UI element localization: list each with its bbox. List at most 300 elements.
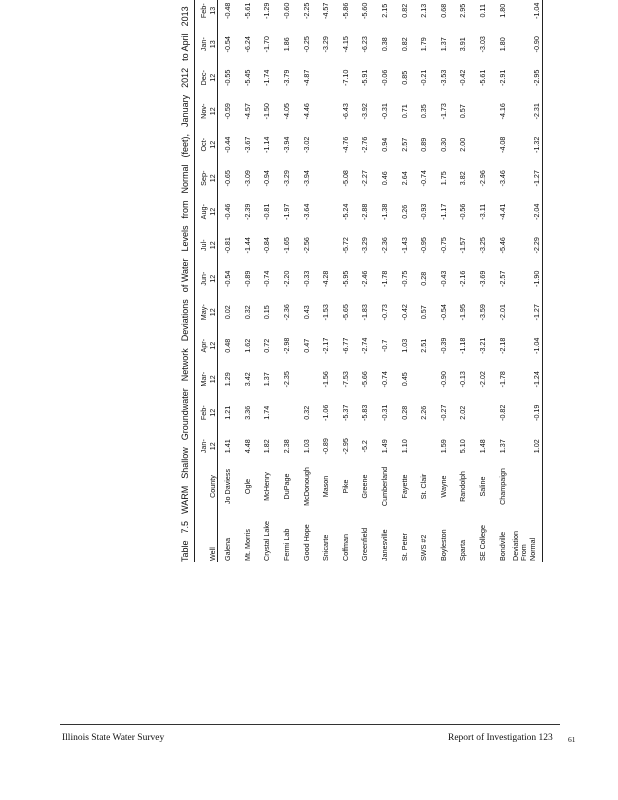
- caption-word: 7.5: [180, 520, 190, 534]
- value-cell: [296, 363, 316, 397]
- value-cell: 0.32: [242, 305, 252, 320]
- value-cell: 1.59: [438, 439, 448, 454]
- value-cell: -0.90: [438, 371, 448, 388]
- value-cell: 0.30: [438, 137, 448, 152]
- table-row: [375, 0, 395, 562]
- value-cell: -3.94: [301, 170, 311, 187]
- col-header-month: [195, 329, 218, 363]
- value-cell: 0.57: [458, 104, 468, 119]
- well-name-cell: Fermi Lab: [282, 528, 292, 561]
- value-cell: 3.82: [458, 171, 468, 186]
- value-cell: 1.62: [242, 338, 252, 353]
- county-cell: McHenry: [262, 472, 272, 501]
- value-cell: 1.37: [497, 439, 507, 454]
- col-header-bottom: 12: [208, 241, 217, 250]
- col-header-bottom: 12: [208, 107, 217, 116]
- caption-word: Network: [180, 348, 190, 382]
- value-cell: -5.37: [340, 404, 350, 421]
- caption-word: Normal: [180, 164, 190, 194]
- value-cell: -0.21: [419, 69, 429, 86]
- deviation-value-cell: -1.27: [532, 304, 542, 321]
- value-cell: -0.06: [380, 69, 390, 86]
- value-cell: -3.79: [282, 69, 292, 86]
- value-cell: [316, 162, 336, 196]
- value-cell: -2.36: [282, 304, 292, 321]
- well-name-cell: Good Hope: [301, 524, 311, 561]
- county-cell: Saline: [478, 476, 488, 497]
- value-cell: -4.46: [301, 103, 311, 120]
- value-cell: -2.74: [360, 337, 370, 354]
- col-header-top: Apr-: [199, 338, 208, 353]
- value-cell: 5.10: [458, 439, 468, 454]
- value-cell: [316, 61, 336, 95]
- value-cell: -0.54: [223, 270, 233, 287]
- value-cell: -0.48: [223, 2, 233, 19]
- col-header-bottom: County: [208, 475, 217, 498]
- value-cell: -0.81: [223, 237, 233, 254]
- value-cell: -5.45: [242, 69, 252, 86]
- value-cell: -2.46: [360, 270, 370, 287]
- value-cell: 2.38: [282, 439, 292, 454]
- value-cell: -1.14: [262, 136, 272, 153]
- col-header-bottom: 12: [208, 274, 217, 283]
- county-cell: Champaign: [497, 468, 507, 505]
- value-cell: 2.00: [458, 137, 468, 152]
- value-cell: -1.70: [262, 36, 272, 53]
- value-cell: -0.81: [262, 203, 272, 220]
- value-cell: 0.72: [262, 338, 272, 353]
- county-cell: Greene: [360, 474, 370, 499]
- table-row: [492, 0, 512, 562]
- col-header-bottom: 12: [208, 375, 217, 384]
- value-cell: -6.77: [340, 337, 350, 354]
- value-cell: 2.26: [419, 405, 429, 420]
- value-cell: 1.75: [438, 171, 448, 186]
- col-header-bottom: 12: [208, 207, 217, 216]
- table-row: [394, 0, 414, 562]
- value-cell: -3.11: [478, 203, 488, 220]
- value-cell: -0.60: [282, 2, 292, 19]
- value-cell: -6.43: [340, 103, 350, 120]
- value-cell: -2.27: [360, 170, 370, 187]
- value-cell: -5.66: [360, 371, 370, 388]
- value-cell: -1.78: [380, 270, 390, 287]
- col-header-county: [195, 463, 218, 510]
- well-name-cell: Boyleston: [438, 529, 448, 561]
- value-cell: 0.85: [399, 70, 409, 85]
- value-cell: -0.75: [438, 237, 448, 254]
- value-cell: -0.31: [380, 404, 390, 421]
- value-cell: -0.59: [223, 103, 233, 120]
- value-cell: -1.38: [380, 203, 390, 220]
- value-cell: 0.02: [223, 305, 233, 320]
- value-cell: 1.49: [380, 439, 390, 454]
- value-cell: 3.42: [242, 372, 252, 387]
- col-header-month: [195, 229, 218, 263]
- col-header-bottom: 13: [208, 6, 217, 15]
- col-header-top: Feb-: [199, 405, 208, 421]
- table-body: [218, 0, 543, 562]
- value-cell: 1.80: [497, 37, 507, 52]
- value-cell: [277, 396, 297, 430]
- value-cell: -2.17: [321, 337, 331, 354]
- value-cell: -5.61: [478, 69, 488, 86]
- col-header-top: May-: [199, 304, 208, 321]
- deviation-value-cell: -0.90: [532, 36, 542, 53]
- value-cell: 2.02: [458, 405, 468, 420]
- value-cell: -3.29: [321, 36, 331, 53]
- well-name-cell: Crystal Lake: [262, 521, 272, 561]
- value-cell: -2.02: [478, 371, 488, 388]
- value-cell: -0.65: [223, 170, 233, 187]
- col-header-bottom: 12: [208, 174, 217, 183]
- value-cell: -5.65: [340, 304, 350, 321]
- caption-word: WARM: [180, 485, 190, 514]
- value-cell: 0.26: [399, 204, 409, 219]
- value-cell: [473, 128, 493, 162]
- col-header-month: [195, 95, 218, 129]
- value-cell: -3.09: [242, 170, 252, 187]
- value-cell: -3.29: [360, 237, 370, 254]
- value-cell: 0.15: [262, 305, 272, 320]
- value-cell: -2.76: [360, 136, 370, 153]
- value-cell: -1.78: [497, 371, 507, 388]
- value-cell: 1.37: [262, 372, 272, 387]
- value-cell: 1.03: [399, 338, 409, 353]
- county-cell: Jo Daviess: [223, 468, 233, 505]
- value-cell: -6.24: [242, 36, 252, 53]
- value-cell: -5.83: [360, 404, 370, 421]
- value-cell: -0.89: [321, 438, 331, 455]
- value-cell: -5.60: [360, 2, 370, 19]
- deviation-label-line: Normal: [527, 537, 537, 561]
- value-cell: 0.47: [301, 338, 311, 353]
- value-cell: 0.82: [399, 3, 409, 18]
- county-cell: McDonough: [301, 467, 311, 506]
- value-cell: -0.94: [262, 170, 272, 187]
- table-row: [473, 0, 493, 562]
- deviation-value-cell: -2.04: [532, 203, 542, 220]
- value-cell: -3.25: [478, 237, 488, 254]
- value-cell: -5.86: [340, 2, 350, 19]
- value-cell: -0.7: [380, 339, 390, 352]
- value-cell: -4.08: [497, 136, 507, 153]
- value-cell: -1.73: [438, 103, 448, 120]
- col-header-month: [195, 0, 218, 28]
- value-cell: -0.73: [380, 304, 390, 321]
- deviation-value-cell: -2.31: [532, 103, 542, 120]
- value-cell: -5.95: [340, 270, 350, 287]
- value-cell: -3.29: [282, 170, 292, 187]
- value-cell: -2.20: [282, 270, 292, 287]
- value-cell: -0.33: [301, 270, 311, 287]
- well-name-cell: Snicarte: [321, 534, 331, 561]
- deviation-value-cell: -2.95: [532, 69, 542, 86]
- well-name-cell: SWS #2: [419, 534, 429, 561]
- deviation-label-line: From: [519, 544, 529, 561]
- value-cell: -3.67: [242, 136, 252, 153]
- value-cell: -0.93: [419, 203, 429, 220]
- value-cell: -2.98: [282, 337, 292, 354]
- value-cell: 2.95: [458, 3, 468, 18]
- table-row: [277, 0, 297, 562]
- value-cell: [316, 95, 336, 129]
- county-cell: DuPage: [282, 473, 292, 500]
- value-cell: 2.13: [419, 3, 429, 18]
- value-cell: 0.28: [419, 271, 429, 286]
- value-cell: 2.51: [419, 338, 429, 353]
- col-header-top: Aug-: [199, 204, 208, 220]
- value-cell: -4.15: [340, 36, 350, 53]
- value-cell: 0.46: [380, 171, 390, 186]
- value-cell: -4.87: [301, 69, 311, 86]
- value-cell: -1.97: [282, 203, 292, 220]
- value-cell: 1.21: [223, 405, 233, 420]
- value-cell: 1.03: [301, 439, 311, 454]
- col-header-month: [195, 430, 218, 464]
- value-cell: 1.80: [497, 3, 507, 18]
- table-row: [316, 0, 336, 562]
- value-cell: -1.18: [458, 337, 468, 354]
- value-cell: -4.41: [497, 203, 507, 220]
- value-cell: -6.23: [360, 36, 370, 53]
- table-row: [336, 0, 356, 562]
- col-header-top: Feb-: [199, 3, 208, 19]
- col-header-top: Jan-: [199, 37, 208, 52]
- col-header-well: [195, 510, 218, 562]
- value-cell: 0.45: [399, 372, 409, 387]
- caption-word: from: [180, 200, 190, 219]
- table-header-row: [195, 0, 218, 562]
- county-cell: St. Clair: [419, 473, 429, 500]
- value-cell: 0.43: [301, 305, 311, 320]
- value-cell: -2.56: [301, 237, 311, 254]
- value-cell: -3.64: [301, 203, 311, 220]
- value-cell: -1.43: [399, 237, 409, 254]
- col-header-top: Jan-: [199, 439, 208, 454]
- groundwater-deviation-table: [194, 0, 543, 562]
- caption-word: 2012: [180, 67, 190, 88]
- caption-word: (feet),: [180, 133, 190, 158]
- col-header-month: [195, 61, 218, 95]
- table-row: [453, 0, 473, 562]
- value-cell: 0.11: [478, 4, 488, 18]
- deviation-value-cell: 1.02: [532, 439, 542, 454]
- caption-word: Table: [180, 540, 190, 562]
- page-number: 61: [568, 735, 576, 744]
- footer-rule: [60, 724, 560, 725]
- value-cell: [316, 195, 336, 229]
- col-header-bottom: 12: [208, 341, 217, 350]
- value-cell: -1.65: [282, 237, 292, 254]
- value-cell: -0.25: [301, 36, 311, 53]
- table-row: [434, 0, 454, 562]
- value-cell: -3.21: [478, 337, 488, 354]
- deviation-from-normal-row: [512, 0, 543, 562]
- value-cell: -1.53: [321, 304, 331, 321]
- table-row: [257, 0, 277, 562]
- value-cell: -2.01: [497, 304, 507, 321]
- county-cell: Fayette: [399, 474, 409, 499]
- col-header-bottom: 12: [208, 442, 217, 451]
- value-cell: -3.94: [282, 136, 292, 153]
- value-cell: [316, 229, 336, 263]
- value-cell: 1.86: [282, 37, 292, 52]
- value-cell: -7.53: [340, 371, 350, 388]
- value-cell: -4.57: [321, 2, 331, 19]
- col-header-top: Sep-: [199, 170, 208, 186]
- value-cell: -0.75: [399, 270, 409, 287]
- value-cell: -1.50: [262, 103, 272, 120]
- value-cell: -3.02: [301, 136, 311, 153]
- value-cell: -1.44: [242, 237, 252, 254]
- value-cell: -1.83: [360, 304, 370, 321]
- value-cell: -1.74: [262, 69, 272, 86]
- deviation-value-cell: -1.90: [532, 270, 542, 287]
- value-cell: -2.95: [340, 438, 350, 455]
- col-header-bottom: 12: [208, 140, 217, 149]
- value-cell: 0.89: [419, 137, 429, 152]
- county-cell: Cumberland: [380, 466, 390, 507]
- well-name-cell: Janesville: [380, 529, 390, 561]
- col-header-top: Nov-: [199, 103, 208, 119]
- well-name-cell: Galena: [223, 537, 233, 561]
- value-cell: -1.56: [321, 371, 331, 388]
- value-cell: -1.17: [438, 203, 448, 220]
- col-header-top: Mar-: [199, 371, 208, 387]
- footer-publisher: Illinois State Water Survey: [62, 733, 165, 743]
- county-cell: Mason: [321, 475, 331, 498]
- value-cell: -0.31: [380, 103, 390, 120]
- rotated-table-block: [178, 0, 593, 562]
- county-cell: Pike: [340, 479, 350, 494]
- value-cell: -4.28: [321, 270, 331, 287]
- county-cell: Ogle: [242, 478, 252, 495]
- value-cell: -5.2: [360, 440, 370, 453]
- value-cell: -1.29: [262, 2, 272, 19]
- value-cell: 0.48: [223, 338, 233, 353]
- value-cell: -0.44: [223, 136, 233, 153]
- deviation-value-cell: -2.29: [532, 237, 542, 254]
- col-header-month: [195, 262, 218, 296]
- value-cell: 1.79: [419, 37, 429, 52]
- county-cell: Randolph: [458, 471, 468, 502]
- deviation-value-cell: -1.24: [532, 371, 542, 388]
- col-header-top: Jun-: [199, 271, 208, 286]
- value-cell: -3.69: [478, 270, 488, 287]
- value-cell: -0.74: [262, 270, 272, 287]
- value-cell: -3.03: [478, 36, 488, 53]
- value-cell: -4.05: [282, 103, 292, 120]
- deviation-county-blank: [512, 463, 543, 510]
- value-cell: -2.96: [478, 170, 488, 187]
- table-row: [355, 0, 375, 562]
- value-cell: -2.91: [497, 69, 507, 86]
- value-cell: [473, 396, 493, 430]
- table-row: [218, 0, 238, 562]
- value-cell: -3.59: [478, 304, 488, 321]
- value-cell: -3.46: [497, 170, 507, 187]
- value-cell: -0.39: [438, 337, 448, 354]
- value-cell: 0.35: [419, 104, 429, 119]
- value-cell: -3.53: [438, 69, 448, 86]
- table-row: [238, 0, 258, 562]
- value-cell: [316, 128, 336, 162]
- county-cell: Wayne: [438, 475, 448, 498]
- caption-word: Shallow: [180, 447, 190, 479]
- value-cell: -0.95: [419, 237, 429, 254]
- value-cell: 0.82: [399, 37, 409, 52]
- value-cell: -0.74: [380, 371, 390, 388]
- value-cell: -0.56: [458, 203, 468, 220]
- caption-word: Levels: [180, 225, 190, 252]
- value-cell: -1.95: [458, 304, 468, 321]
- col-header-month: [195, 363, 218, 397]
- value-cell: 1.82: [262, 439, 272, 454]
- value-cell: -5.61: [242, 2, 252, 19]
- value-cell: 1.10: [399, 439, 409, 454]
- deviation-value-cell: -1.27: [532, 170, 542, 187]
- col-header-bottom: Well: [208, 547, 217, 561]
- value-cell: -0.42: [399, 304, 409, 321]
- value-cell: -4.76: [340, 136, 350, 153]
- value-cell: -5.91: [360, 69, 370, 86]
- value-cell: -2.88: [360, 203, 370, 220]
- value-cell: -0.84: [262, 237, 272, 254]
- deviation-value-cell: -1.32: [532, 136, 542, 153]
- well-name-cell: Coffman: [340, 533, 350, 561]
- deviation-label-cell: [512, 510, 543, 562]
- value-cell: -2.16: [458, 270, 468, 287]
- value-cell: -7.10: [340, 69, 350, 86]
- value-cell: -2.25: [301, 2, 311, 19]
- deviation-value-cell: -0.19: [532, 404, 542, 421]
- value-cell: 0.71: [399, 104, 409, 119]
- caption-word: to April: [180, 33, 190, 61]
- value-cell: -0.27: [438, 404, 448, 421]
- value-cell: 1.29: [223, 372, 233, 387]
- value-cell: 1.41: [223, 439, 233, 454]
- value-cell: -0.43: [438, 270, 448, 287]
- value-cell: 0.28: [399, 405, 409, 420]
- value-cell: -2.18: [497, 337, 507, 354]
- footer-report-title: Report of Investigation 123: [448, 733, 553, 743]
- value-cell: -1.57: [458, 237, 468, 254]
- value-cell: 2.15: [380, 3, 390, 18]
- value-cell: 2.57: [399, 137, 409, 152]
- value-cell: 0.68: [438, 3, 448, 18]
- col-header-top: Jul-: [199, 239, 208, 252]
- col-header-bottom: 12: [208, 308, 217, 317]
- well-name-cell: Greenfield: [360, 527, 370, 561]
- value-cell: -3.92: [360, 103, 370, 120]
- value-cell: 4.48: [242, 439, 252, 454]
- col-header-bottom: 12: [208, 408, 217, 417]
- col-header-month: [195, 28, 218, 62]
- value-cell: -5.72: [340, 237, 350, 254]
- value-cell: -4.16: [497, 103, 507, 120]
- well-name-cell: Mt. Morris: [242, 529, 252, 561]
- table-row: [414, 0, 434, 562]
- value-cell: [473, 95, 493, 129]
- value-cell: 3.36: [242, 405, 252, 420]
- col-header-month: [195, 162, 218, 196]
- col-header-top: Oct-: [199, 137, 208, 152]
- value-cell: 1.74: [262, 405, 272, 420]
- value-cell: 0.32: [301, 405, 311, 420]
- deviation-label-line: Deviation: [510, 531, 520, 561]
- value-cell: -0.82: [497, 404, 507, 421]
